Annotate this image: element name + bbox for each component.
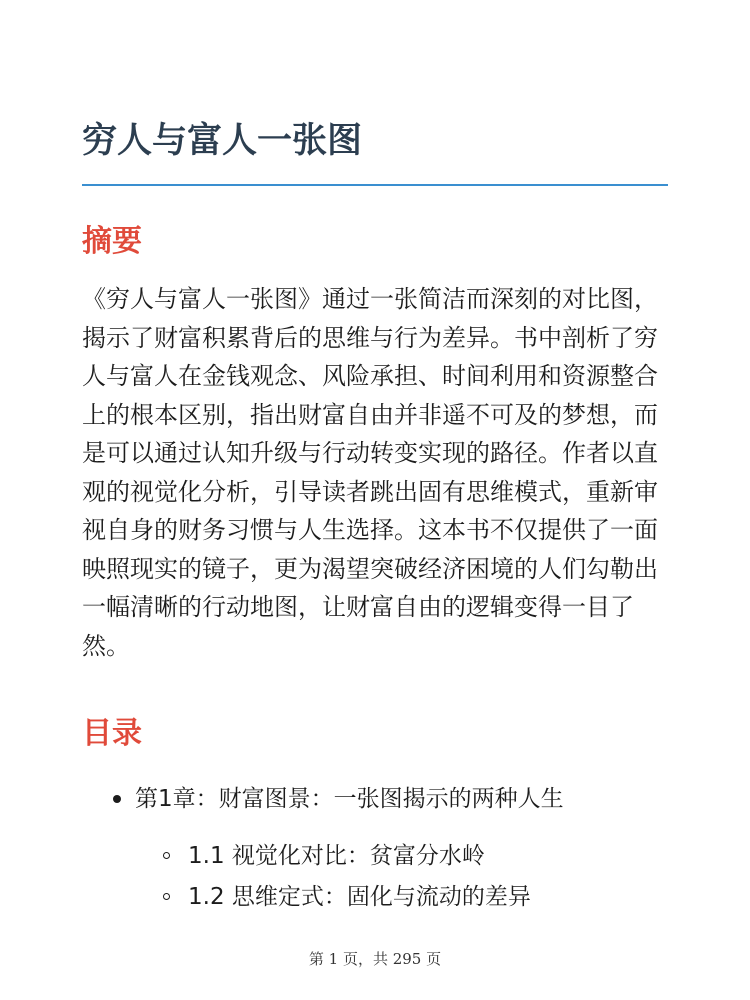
title-divider <box>82 184 668 186</box>
toc-section-1-2[interactable]: 1.2 思维定式：固化与流动的差异 <box>188 884 531 910</box>
toc-section-1-1[interactable]: 1.1 视觉化对比：贫富分水岭 <box>188 843 485 869</box>
page-footer: 第 1 页，共 295 页 <box>308 950 442 968</box>
document-title: 穷人与富人一张图 <box>82 121 363 161</box>
bullet-ring-icon <box>163 852 170 859</box>
bullet-dot-icon <box>113 795 121 803</box>
toc-chapter-1[interactable]: 第1章：财富图景：一张图揭示的两种人生 <box>135 786 564 812</box>
summary-paragraph: 《穷人与富人一张图》通过一张简洁而深刻的对比图，揭示了财富积累背后的思维与行为差异。书中剖析了穷人与富人在金钱观念、风险承担、时间利用和资源整合上的根本区别，指出财富自由并非遥不可及的梦想，而是可以通过认知升级与行动转变实现的路径。作者以直观的视觉化分析，引导读者跳出固有思维模式，重新审视自身的财务习惯与人生选择。这本书不仅提供了一面映照现实的镜子，更为渴望突破经济困境的人们勾勒出一幅清晰的行动地图，让财富自由的逻辑变得一目了然。 <box>82 285 658 660</box>
bullet-ring-icon <box>163 893 170 900</box>
toc-heading: 目录 <box>82 716 142 751</box>
summary-heading: 摘要 <box>82 224 142 259</box>
